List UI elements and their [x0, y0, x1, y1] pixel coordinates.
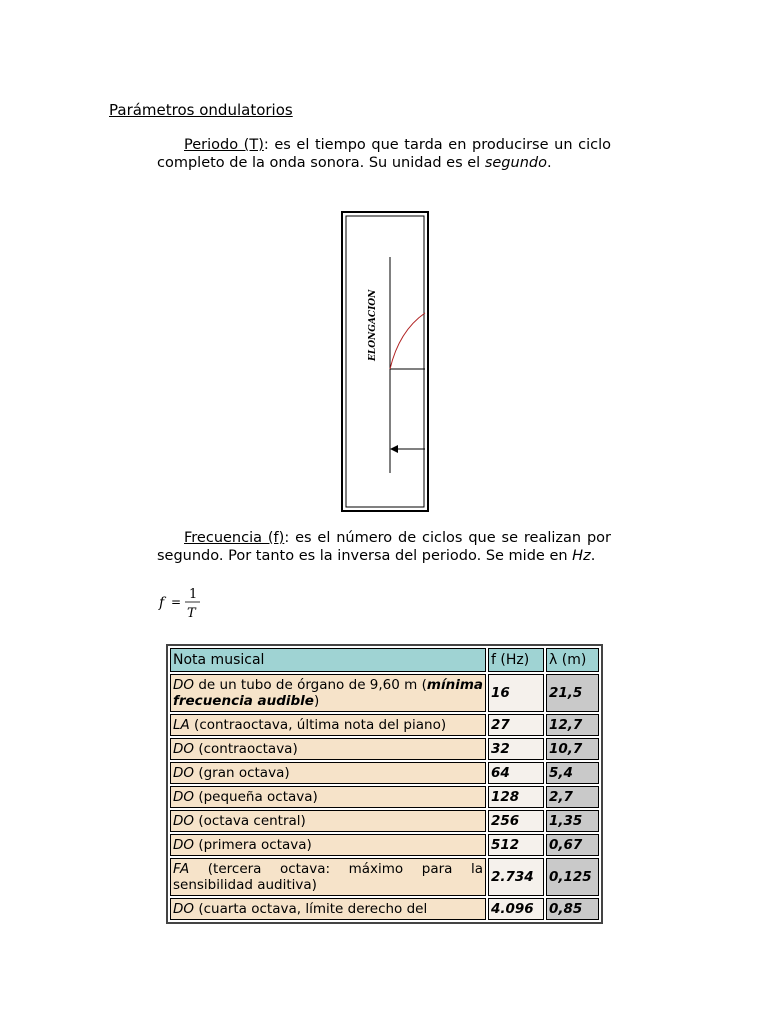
- freq-cell: 128: [488, 786, 544, 808]
- table-header-row: [170, 648, 599, 672]
- lambda-cell: 10,7: [546, 738, 599, 760]
- table-row: [170, 810, 599, 832]
- lambda-cell: 0,125: [546, 858, 599, 896]
- figure-outer-frame: [342, 212, 428, 511]
- frequency-formula: [157, 586, 207, 622]
- freq-cell: 4.096: [488, 898, 544, 920]
- formula-eq: =: [171, 595, 182, 609]
- nota-cell: DO (contraoctava): [170, 738, 486, 760]
- elongacion-label: ELONGACION: [368, 289, 378, 361]
- notes-table: [166, 644, 603, 924]
- notes-table-container: [166, 644, 603, 927]
- period-arrow-head: [390, 445, 398, 453]
- header-freq: f (Hz): [488, 648, 544, 672]
- freq-cell: 512: [488, 834, 544, 856]
- nota-cell: DO (pequeña octava): [170, 786, 486, 808]
- header-lambda: λ (m): [546, 648, 599, 672]
- frecuencia-unit: Hz: [572, 547, 591, 564]
- frecuencia-paragraph: [157, 530, 611, 565]
- section-heading: Parámetros ondulatorios: [109, 101, 293, 119]
- nota-cell: DO (gran octava): [170, 762, 486, 784]
- table-row: [170, 858, 599, 896]
- freq-cell: 64: [488, 762, 544, 784]
- periodo-unit: segundo: [484, 154, 547, 171]
- figure-inner-frame: [346, 216, 424, 507]
- freq-cell: 16: [488, 674, 544, 712]
- freq-cell: 256: [488, 810, 544, 832]
- periodo-text-a: : es el tiempo que tarda en producirse un ciclo completo de la onda sonora. Su unidad es el: [157, 137, 611, 171]
- frecuencia-term: Frecuencia (f): [184, 530, 285, 546]
- table-row: [170, 714, 599, 736]
- lambda-cell: 21,5: [546, 674, 599, 712]
- table-row: [170, 898, 599, 920]
- lambda-cell: 0,85: [546, 898, 599, 920]
- table-row: [170, 738, 599, 760]
- wave-figure: [341, 211, 429, 512]
- frecuencia-text-b: .: [590, 547, 596, 564]
- formula-numerator: 1: [189, 587, 198, 602]
- wave-curve: [390, 313, 425, 369]
- nota-cell: DO (cuarta octava, límite derecho del: [170, 898, 486, 920]
- freq-cell: 32: [488, 738, 544, 760]
- table-row: [170, 786, 599, 808]
- lambda-cell: 12,7: [546, 714, 599, 736]
- lambda-cell: 2,7: [546, 786, 599, 808]
- nota-cell: DO (primera octava): [170, 834, 486, 856]
- header-nota: Nota musical: [170, 648, 486, 672]
- nota-cell: DO (octava central): [170, 810, 486, 832]
- lambda-cell: 5,4: [546, 762, 599, 784]
- periodo-term: Periodo (T): [184, 137, 264, 153]
- formula-lhs: f: [159, 595, 165, 611]
- nota-cell: DO de un tubo de órgano de 9,60 m (mínima frecuencia audible): [170, 674, 486, 712]
- nota-cell: LA (contraoctava, última nota del piano): [170, 714, 486, 736]
- frecuencia-text-a: : es el número de ciclos que se realizan por segundo. Por tanto es la inversa del periodo. Se mide en: [157, 530, 611, 564]
- table-row: [170, 762, 599, 784]
- lambda-cell: 0,67: [546, 834, 599, 856]
- freq-cell: 27: [488, 714, 544, 736]
- nota-cell: FA (tercera octava: máximo para la sensibilidad auditiva): [170, 858, 486, 896]
- formula-denominator: T: [187, 606, 196, 621]
- periodo-paragraph: [157, 137, 611, 172]
- lambda-cell: 1,35: [546, 810, 599, 832]
- freq-cell: 2.734: [488, 858, 544, 896]
- periodo-text-b: .: [546, 154, 552, 171]
- table-row: [170, 674, 599, 712]
- table-row: [170, 834, 599, 856]
